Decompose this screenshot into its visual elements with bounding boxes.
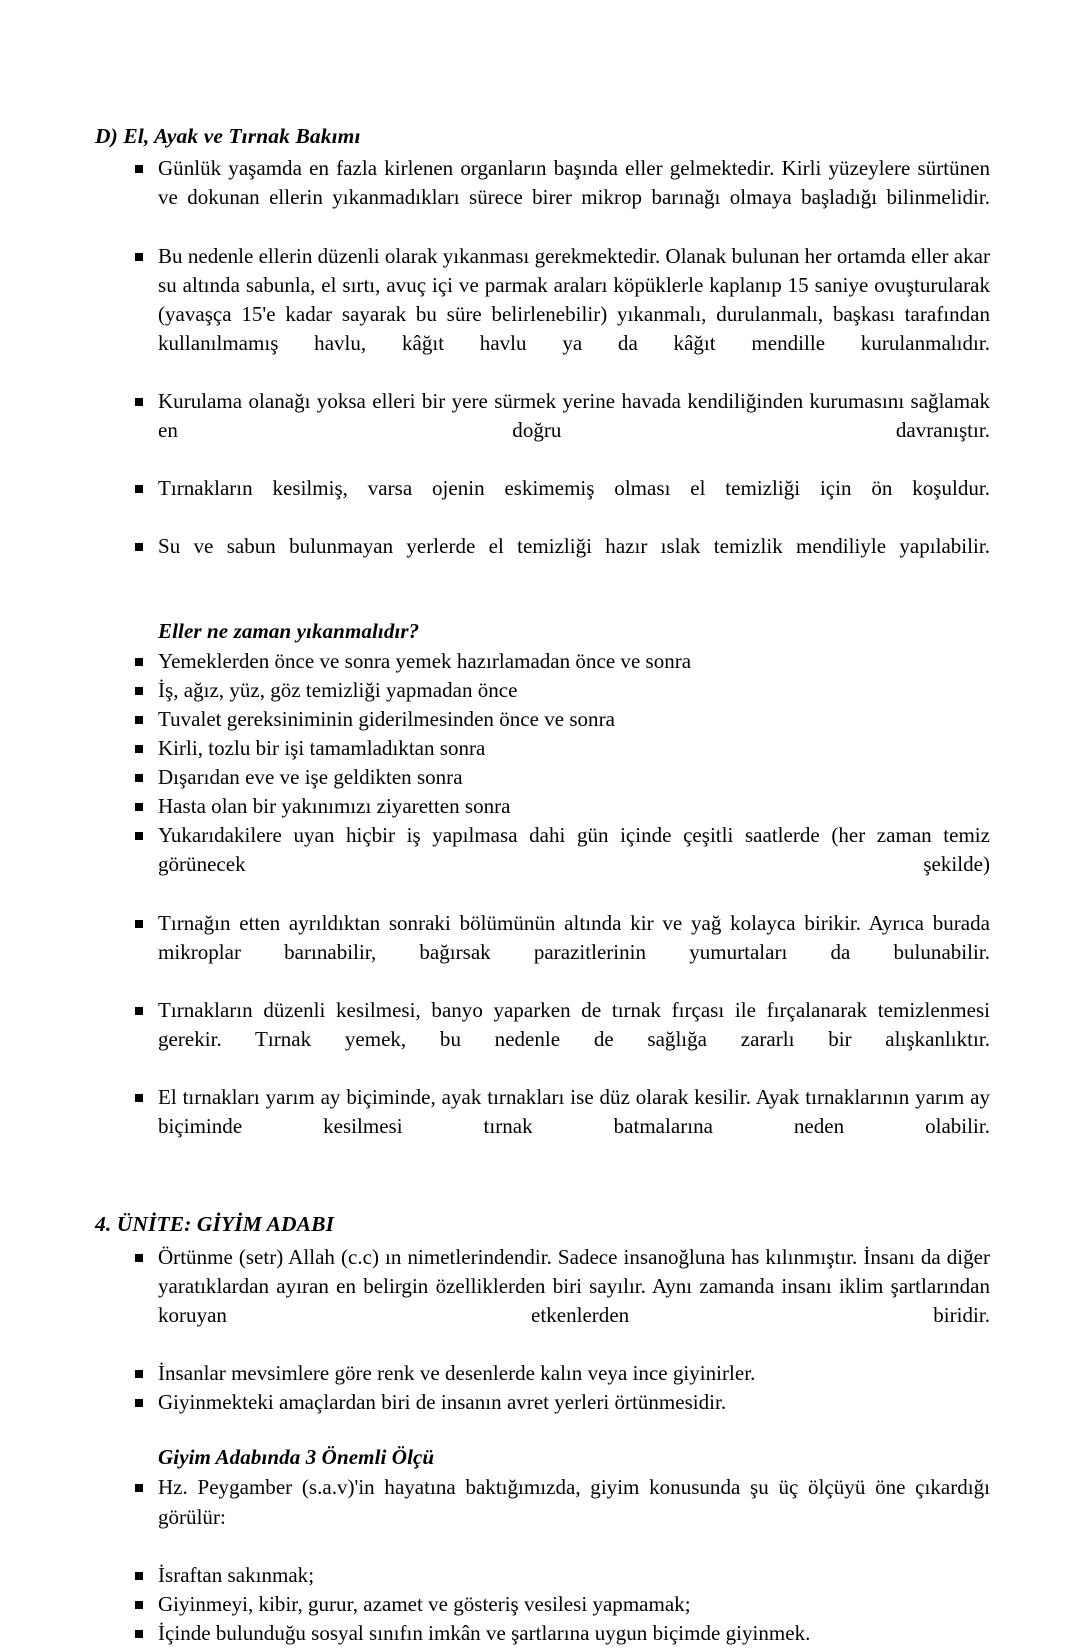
square-bullet-icon — [135, 253, 143, 261]
list-item — [95, 1473, 990, 1560]
square-bullet-icon — [135, 803, 143, 811]
list-item-text: Giyinmekteki amaçlardan biri de insanın avret yerleri örtünmesidir. — [158, 1390, 727, 1415]
list-item-text: Tırnakların düzenli kesilmesi, banyo yaparken de tırnak fırçası ile fırçalanarak temizlenmesi gerekir. Tırnak yemek, bu nedenle de sağlığa zararlı bir alışkanlıktır. — [158, 997, 990, 1051]
subheading-giyim-adabinda-3-onemli-olcu: Giyim Adabında 3 Önemli Ölçü — [158, 1445, 435, 1470]
list-item — [95, 792, 990, 821]
list-item — [95, 763, 990, 792]
square-bullet-icon — [135, 1094, 143, 1102]
list-item-text: Örtünme (setr) Allah (c.c) ın nimetlerindendir. Sadece insanoğluna has kılınmıştır. İnsanı da diğer yaratıklardan ayıran en belirgin özelliklerden biri sayılır. Aynı zamanda insanı iklim şartlarından koruyan etkenlerden biridir. — [158, 1244, 990, 1327]
list-item — [95, 387, 990, 474]
list-item-text: Hz. Peygamber (s.a.v)'in hayatına baktığımızda, giyim konusunda şu üç ölçüyü öne çıkardığı görülür: — [158, 1475, 990, 1529]
list-item — [95, 705, 990, 734]
list-item-text: İsraftan sakınmak; — [158, 1562, 315, 1587]
square-bullet-icon — [135, 716, 143, 724]
list-item — [95, 647, 990, 676]
list-item-text: Tuvalet gereksiniminin giderilmesinden önce ve sonra — [158, 707, 615, 732]
square-bullet-icon — [135, 832, 143, 840]
square-bullet-icon — [135, 1630, 143, 1638]
list-item — [95, 1388, 990, 1417]
square-bullet-icon — [135, 1007, 143, 1015]
bullet-list-hand-care — [95, 154, 990, 590]
list-item — [95, 242, 990, 387]
list-item — [95, 1619, 990, 1648]
list-item — [95, 532, 990, 590]
list-item-text: Giyinmeyi, kibir, gurur, azamet ve gösteriş vesilesi yapmamak; — [158, 1591, 691, 1616]
list-item — [95, 154, 990, 241]
list-item — [95, 996, 990, 1083]
bullet-list-nail-care — [95, 821, 990, 1170]
bullet-list-three-measures-intro — [95, 1473, 990, 1560]
list-item-text: Tırnağın etten ayrıldıktan sonraki bölümünün altında kir ve yağ kolayca birikir. Ayrıca burada mikroplar barınabilir, bağırsak parazitlerinin yumurtaları da bulunabilir. — [158, 910, 990, 964]
square-bullet-icon — [135, 1399, 143, 1407]
square-bullet-icon — [135, 1484, 143, 1492]
list-item — [95, 1561, 990, 1590]
square-bullet-icon — [135, 658, 143, 666]
list-item — [95, 734, 990, 763]
square-bullet-icon — [135, 1254, 143, 1262]
square-bullet-icon — [135, 1572, 143, 1580]
bullet-list-giyim-adabi — [95, 1243, 990, 1359]
list-item — [95, 1243, 990, 1359]
list-item-text: Günlük yaşamda en fazla kirlenen organların başında eller gelmektedir. Kirli yüzeylere sürtünen ve dokunan ellerin yıkanmadıkları sürece birer mikrop barınağı olmaya başladığı bilinmelidir. — [158, 156, 990, 210]
document-content — [95, 122, 990, 1648]
square-bullet-icon — [135, 745, 143, 753]
bullet-list-three-measures — [95, 1561, 990, 1648]
list-item — [95, 821, 990, 908]
list-item-text: El tırnakları yarım ay biçiminde, ayak tırnakları ise düz olarak kesilir. Ayak tırnaklarının yarım ay biçiminde kesilmesi tırnak batmalarına neden olabilir. — [158, 1085, 990, 1139]
square-bullet-icon — [135, 485, 143, 493]
list-item-text: İçinde bulunduğu sosyal sınıfın imkân ve şartlarına uygun biçimde giyinmek. — [158, 1620, 811, 1645]
list-item — [95, 676, 990, 705]
list-item-text: Yemeklerden önce ve sonra yemek hazırlamadan önce ve sonra — [158, 648, 692, 673]
list-item-text: Bu nedenle ellerin düzenli olarak yıkanması gerekmektedir. Olanak bulunan her ortamda eller akar su altında sabunla, el sırtı, avuç içi ve parmak araları köpüklerle kaplanıp 15 saniye ovuşturularak (yavaşça 15'e kadar sayarak bu süre belirlenebilir) yıkanmalı, durulanmalı, başkası tarafından kullanılmamış havlu, kâğıt havlu ya da kâğıt mendille kurulanmalıdır. — [158, 243, 990, 355]
list-item-text: Kurulama olanağı yoksa elleri bir yere sürmek yerine havada kendiliğinden kurumasını sağlamak en doğru davranıştır. — [158, 389, 990, 443]
list-item-text: Yukarıdakilere uyan hiçbir iş yapılmasa dahi gün içinde çeşitli saatlerde (her zaman temiz görünecek şekilde) — [158, 823, 990, 877]
list-item-text: İnsanlar mevsimlere göre renk ve desenlerde kalın veya ince giyinirler. — [158, 1360, 756, 1385]
subheading-eller-ne-zaman-yikanmalidir: Eller ne zaman yıkanmalıdır? — [158, 618, 420, 643]
list-item-text: İş, ağız, yüz, göz temizliği yapmadan önce — [158, 677, 518, 702]
list-item-text: Su ve sabun bulunmayan yerlerde el temizliği hazır ıslak temizlik mendiliyle yapılabilir. — [158, 534, 990, 559]
square-bullet-icon — [135, 687, 143, 695]
square-bullet-icon — [135, 398, 143, 406]
heading-unite-4-giyim-adabi: 4. ÜNİTE: GİYİM ADABI — [95, 1212, 335, 1237]
spacer — [95, 1170, 990, 1210]
square-bullet-icon — [135, 920, 143, 928]
list-item-text: Dışarıdan eve ve işe geldikten sonra — [158, 765, 463, 790]
heading-el-ayak-tirnak-bakimi: D) El, Ayak ve Tırnak Bakımı — [95, 124, 361, 148]
spacer — [95, 591, 990, 617]
list-item — [95, 1083, 990, 1170]
square-bullet-icon — [135, 543, 143, 551]
list-item — [95, 1359, 990, 1388]
bullet-list-when-to-wash-short — [95, 647, 990, 821]
list-item-text: Tırnakların kesilmiş, varsa ojenin eskimemiş olması el temizliği için ön koşuldur. — [158, 476, 990, 501]
list-item-text: Kirli, tozlu bir işi tamamladıktan sonra — [158, 736, 486, 761]
square-bullet-icon — [135, 165, 143, 173]
spacer — [95, 1417, 990, 1443]
square-bullet-icon — [135, 774, 143, 782]
list-item — [95, 474, 990, 532]
square-bullet-icon — [135, 1601, 143, 1609]
list-item — [95, 909, 990, 996]
list-item-text: Hasta olan bir yakınımızı ziyaretten sonra — [158, 794, 511, 819]
list-item — [95, 1590, 990, 1619]
square-bullet-icon — [135, 1370, 143, 1378]
bullet-list-giyim-adabi-short — [95, 1359, 990, 1417]
